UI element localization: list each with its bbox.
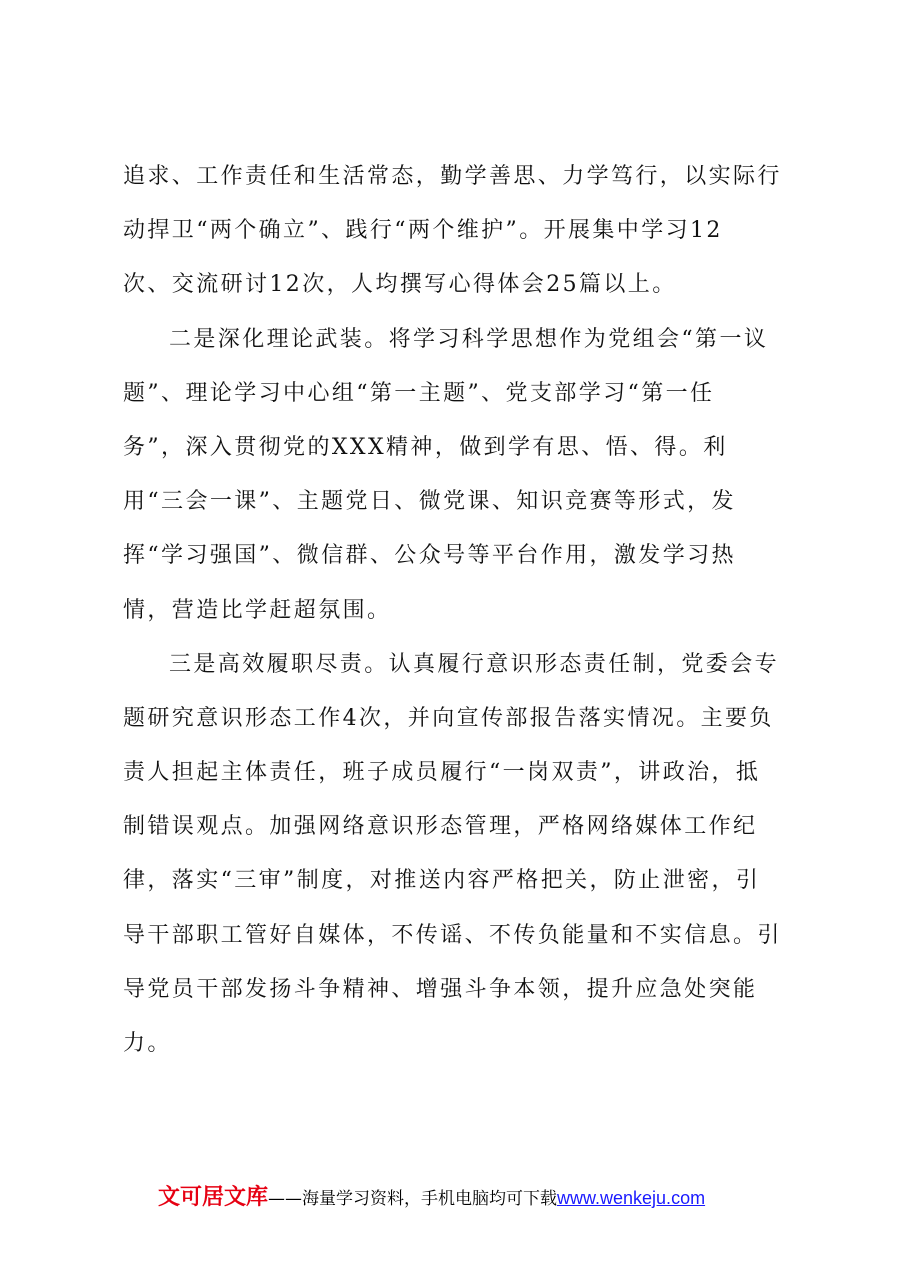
body-line: 制错误观点。加强网络意识形态管理，严格网络媒体工作纪	[123, 814, 758, 840]
body-line: 导党员干部发扬斗争精神、增强斗争本领，提升应急处突能	[123, 976, 758, 1002]
body-line: 力。	[123, 1031, 172, 1056]
paragraph-3-first-line: 三是高效履职尽责。认真履行意识形态责任制，党委会专	[169, 651, 780, 677]
footer-slogan: ——海量学习资料，手机电脑均可下载	[268, 1189, 558, 1209]
body-line: 挥“学习强国”、微信群、公众号等平台作用，激发学习热	[123, 543, 736, 569]
document-body	[123, 150, 783, 1071]
footer-brand: 文可居文库	[158, 1185, 269, 1210]
footer-url-link[interactable]: www.wenkeju.com	[557, 1188, 706, 1208]
body-line: 情，营造比学赶超氛围。	[123, 597, 392, 623]
body-line: 律，落实“三审”制度，对推送内容严格把关，防止泄密，引	[123, 868, 761, 894]
body-line: 导干部职工管好自媒体，不传谣、不传负能量和不实信息。引	[123, 922, 782, 948]
body-line: 次、交流研讨12次，人均撰写心得体会25篇以上。	[123, 272, 677, 298]
body-line: 动捍卫“两个确立”、践行“两个维护”。开展集中学习12	[123, 218, 723, 244]
body-line: 追求、工作责任和生活常态，勤学善思、力学笃行，以实际行	[123, 164, 782, 189]
body-line: 用“三会一课”、主题党日、微党课、知识竞赛等形式，发	[123, 489, 736, 515]
body-line: 务”，深入贯彻党的XXX精神，做到学有思、悟、得。利	[123, 434, 728, 460]
body-line: 责人担起主体责任，班子成员履行“一岗双责”，讲政治，抵	[123, 760, 761, 786]
footer-watermark	[158, 1180, 798, 1212]
body-line: 题”、理论学习中心组“第一主题”、党支部学习“第一任	[123, 380, 715, 406]
paragraph-2-first-line: 二是深化理论武装。将学习科学思想作为党组会“第一议	[169, 326, 769, 352]
body-line: 题研究意识形态工作4次，并向宣传部报告落实情况。主要负	[123, 705, 774, 731]
